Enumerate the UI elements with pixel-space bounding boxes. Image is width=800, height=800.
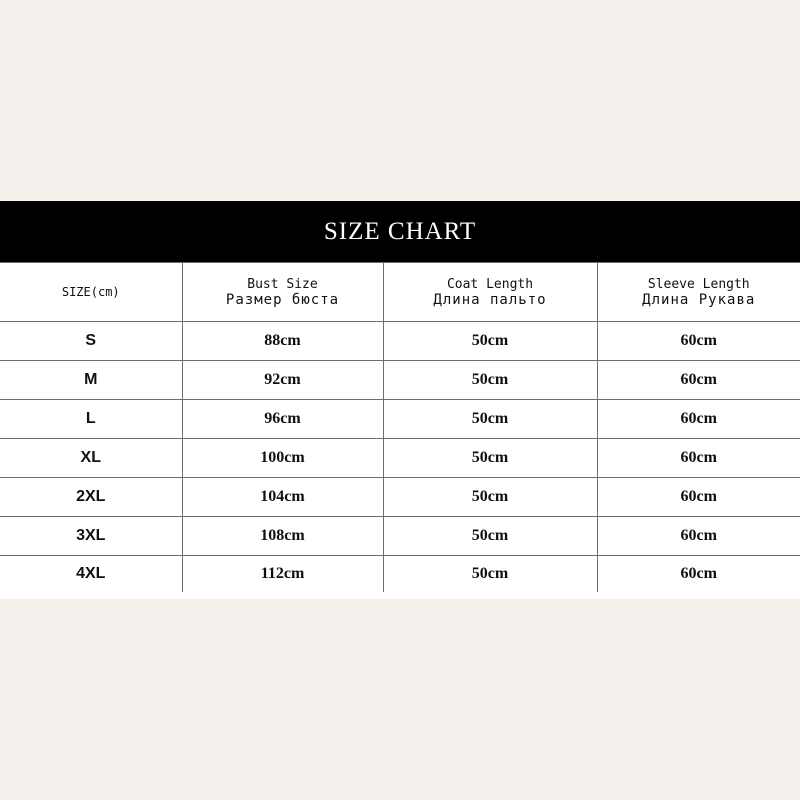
- sleeve-cell: 60cm: [597, 556, 800, 593]
- bust-cell: 112cm: [182, 556, 383, 593]
- bust-cell: 92cm: [182, 361, 383, 400]
- bust-cell: 108cm: [182, 517, 383, 556]
- table-row: [0, 439, 800, 478]
- table-row: [0, 556, 800, 593]
- table-row: [0, 361, 800, 400]
- bust-cell: 88cm: [182, 322, 383, 361]
- bust-cell: 96cm: [182, 400, 383, 439]
- size-cell: 4XL: [0, 556, 182, 593]
- size-cell: M: [0, 361, 182, 400]
- size-chart: [0, 201, 800, 599]
- size-chart-title: SIZE CHART: [0, 201, 800, 262]
- sleeve-cell: 60cm: [597, 322, 800, 361]
- header-row: [0, 263, 800, 322]
- size-cell: S: [0, 322, 182, 361]
- header-bust: [182, 263, 383, 322]
- table-row: [0, 322, 800, 361]
- sleeve-cell: 60cm: [597, 478, 800, 517]
- coat-cell: 50cm: [383, 400, 597, 439]
- header-bust-en: Bust Size: [247, 276, 318, 292]
- size-cell: L: [0, 400, 182, 439]
- bust-cell: 100cm: [182, 439, 383, 478]
- header-sleeve: [597, 263, 800, 322]
- coat-cell: 50cm: [383, 478, 597, 517]
- header-size: [0, 263, 182, 322]
- header-coat: [383, 263, 597, 322]
- sleeve-cell: 60cm: [597, 517, 800, 556]
- coat-cell: 50cm: [383, 439, 597, 478]
- sleeve-cell: 60cm: [597, 361, 800, 400]
- sleeve-cell: 60cm: [597, 400, 800, 439]
- size-table: [0, 262, 800, 592]
- coat-cell: 50cm: [383, 361, 597, 400]
- coat-cell: 50cm: [383, 322, 597, 361]
- table-row: [0, 400, 800, 439]
- bust-cell: 104cm: [182, 478, 383, 517]
- header-coat-en: Coat Length: [446, 276, 534, 292]
- size-cell: 2XL: [0, 478, 182, 517]
- header-sleeve-ru: Длина Рукава: [642, 291, 756, 308]
- header-size-label: SIZE(cm): [61, 285, 120, 299]
- sleeve-cell: 60cm: [597, 439, 800, 478]
- table-row: [0, 517, 800, 556]
- size-cell: 3XL: [0, 517, 182, 556]
- coat-cell: 50cm: [383, 517, 597, 556]
- header-sleeve-en: Sleeve Length: [647, 276, 750, 292]
- header-bust-ru: Размер бюста: [225, 291, 340, 308]
- size-cell: XL: [0, 439, 182, 478]
- table-row: [0, 478, 800, 517]
- coat-cell: 50cm: [383, 556, 597, 593]
- header-coat-ru: Длина пальто: [433, 291, 547, 308]
